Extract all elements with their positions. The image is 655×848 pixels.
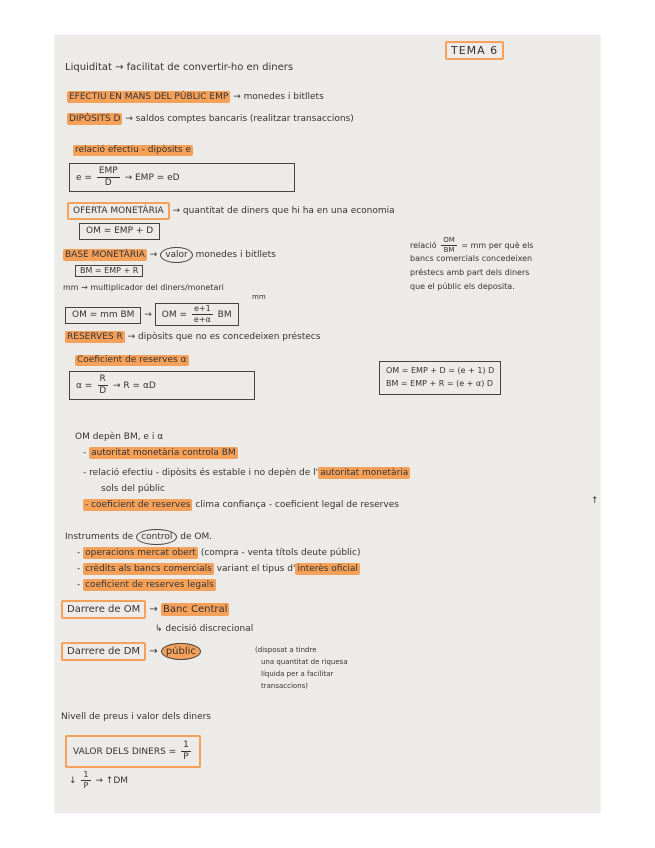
valor-diners-box [65,735,201,768]
line-darrere-dm [61,647,201,657]
bullet-relacio-text: - relació efectiu - dipòsits és estable i no depèn de l' [83,468,319,478]
instrument-1-text: (compra - venta títols deute públic) [200,548,361,558]
last-arrow-down: ↓ [69,776,77,786]
side-note-fraction [441,237,457,254]
bullet-relacio [83,469,410,478]
instrument-2-highlight: crèdits als bancs comercials [85,564,212,574]
base-label: BASE MONETÀRIA [65,250,145,260]
line-multiplicador: mm → multiplicador del diners/monetari [63,283,224,292]
formula-alpha [69,371,255,400]
darrere-om-arrow: → [149,604,158,615]
formula-e-den: D [104,178,112,188]
oferta-label: OFERTA MONETÀRIA [67,202,170,220]
formula-om-mm [65,303,239,326]
side-note-relacio: relació [410,241,437,250]
line-diposits [67,115,354,124]
mm-label: mm [252,293,266,301]
bullet-relacio-cont: sols del públic [101,484,165,494]
formula-alpha-lhs: α = [76,381,93,391]
instrument-2-text: variant el tipus d' [216,564,296,574]
darrere-dm-arrow: → [149,646,158,657]
formula-om-mm-b-rhs: BM [217,310,232,320]
instruments-text: Instruments de [65,532,134,542]
formula-om-mm-b-fraction [192,305,213,324]
formula-bm: BM = EMP + R [75,265,143,277]
bullet-coeficient [83,501,399,510]
line-liquiditat: Liquiditat → facilitat de convertir-ho en diners [65,62,294,73]
darrere-om-sub: ↳ decisió discrecional [155,624,254,634]
instrument-2-highlight-2: interès oficial [297,564,358,574]
valor-diners-num: 1 [183,740,189,750]
diposits-label: DIPÒSITS D [69,114,121,124]
bullet-autoritat [83,449,238,458]
side-note-line-3: préstecs amb part dels diners [410,268,530,277]
base-valor: valor [160,247,193,263]
darrere-om-label: Darrere de OM [61,600,146,619]
darrere-om-value: Banc Central [162,604,228,615]
formula-om-bm-box [379,361,501,395]
formula-e-num: EMP [98,166,118,176]
formula-bm-expanded: BM = EMP + R = (e + α) D [386,378,494,388]
bullet-dash: - [83,448,90,458]
darrere-dm-value: públic [161,643,201,660]
side-note-line-2: bancs comercials concedeixen [410,254,533,263]
formula-e-rhs: → EMP = eD [124,173,180,183]
bullet-coeficient-arrow: ↑ [591,496,599,506]
formula-om-mm-b [155,303,239,326]
efectiu-label: EFECTIU EN MANS DEL PÚBLIC EMP [69,92,229,102]
line-nivell: Nivell de preus i valor dels diners [61,712,211,722]
line-base [63,251,276,260]
instrument-2-dash: - [77,564,84,574]
line-reserves [65,333,320,342]
formula-e [69,163,295,192]
bullet-coeficient-highlight: - coeficient de reserves [85,500,191,510]
instruments-control: control [136,529,177,545]
instrument-3-dash: - [77,580,84,590]
bullet-coeficient-text: clima confiança - coeficient legal de reserves [195,500,399,510]
last-num: 1 [83,770,89,779]
line-depen: OM depèn BM, e i α [75,432,164,442]
formula-om-expanded: OM = EMP + D = (e + 1) D [386,366,495,375]
formula-om-mm-arrow: → [144,310,152,320]
side-note-line-1 [410,237,533,254]
last-den: P [83,781,89,790]
diposits-desc: → saldos comptes bancaris (realitzar transaccions) [125,114,354,124]
formula-om-mm-b-num: e+1 [193,304,211,313]
line-darrere-om [61,605,229,615]
reserves-label: RESERVES R [67,332,123,342]
formula-om-mm-b-den: e+α [193,315,211,324]
darrere-dm-note-1: (disposat a tindre [255,646,317,654]
instruments-om: de OM. [180,532,213,542]
instrument-1-highlight: operacions mercat obert [85,548,196,558]
instrument-1-dash: - [77,548,84,558]
side-note-line-4: que el públic els deposita. [410,282,515,291]
formula-om: OM = EMP + D [79,223,160,240]
instrument-1 [77,549,361,558]
darrere-dm-note-4: transaccions) [261,682,309,690]
formula-om-mm-b-lhs: OM = [161,310,188,320]
base-arrow: → [149,250,158,260]
last-result: → ↑DM [95,776,129,786]
line-instruments [65,533,212,542]
instrument-3-highlight: coeficient de reserves legals [85,580,214,590]
instrument-2 [77,565,360,574]
darrere-dm-note-3: líquida per a facilitar [261,670,334,678]
formula-alpha-num: R [99,374,106,384]
valor-diners-den: P [183,752,189,762]
relacio-label: relació efectiu - dipòsits e [75,145,192,155]
side-note-mm: = mm per què els [461,241,534,250]
efectiu-desc: → monedes i bitllets [233,92,324,102]
oferta-desc: → quantitat de diners que hi ha en una economia [172,206,395,216]
reserves-desc: → dipòsits que no es concedeixen préstecs [127,332,321,342]
bullet-relacio-highlight: autoritat monetària [320,468,409,478]
base-desc: monedes i bitllets [195,250,276,260]
formula-om-mm-a: OM = mm BM [65,307,141,324]
formula-e-fraction [97,167,120,188]
side-note-num: OM [443,236,455,244]
side-note-den: BM [443,246,455,254]
formula-alpha-rhs: → R = αD [113,381,156,391]
valor-diners-lhs: VALOR DELS DINERS = [73,747,177,757]
bullet-autoritat-text: autoritat monetària controla BM [91,448,236,458]
darrere-dm-label: Darrere de DM [61,642,146,661]
darrere-dm-note-2: una quantitat de riquesa [261,658,348,666]
valor-diners-fraction [181,741,191,762]
coeficient-label: Coeficient de reserves α [77,355,187,365]
notes-page [55,35,600,813]
formula-alpha-fraction [97,375,108,396]
line-last [69,771,128,790]
formula-e-lhs: e = [76,173,92,183]
instrument-3 [77,581,216,590]
line-oferta [67,207,395,216]
formula-alpha-den: D [99,386,107,396]
last-fraction [81,771,90,790]
line-efectiu [67,93,324,102]
page-title: TEMA 6 [445,41,504,60]
